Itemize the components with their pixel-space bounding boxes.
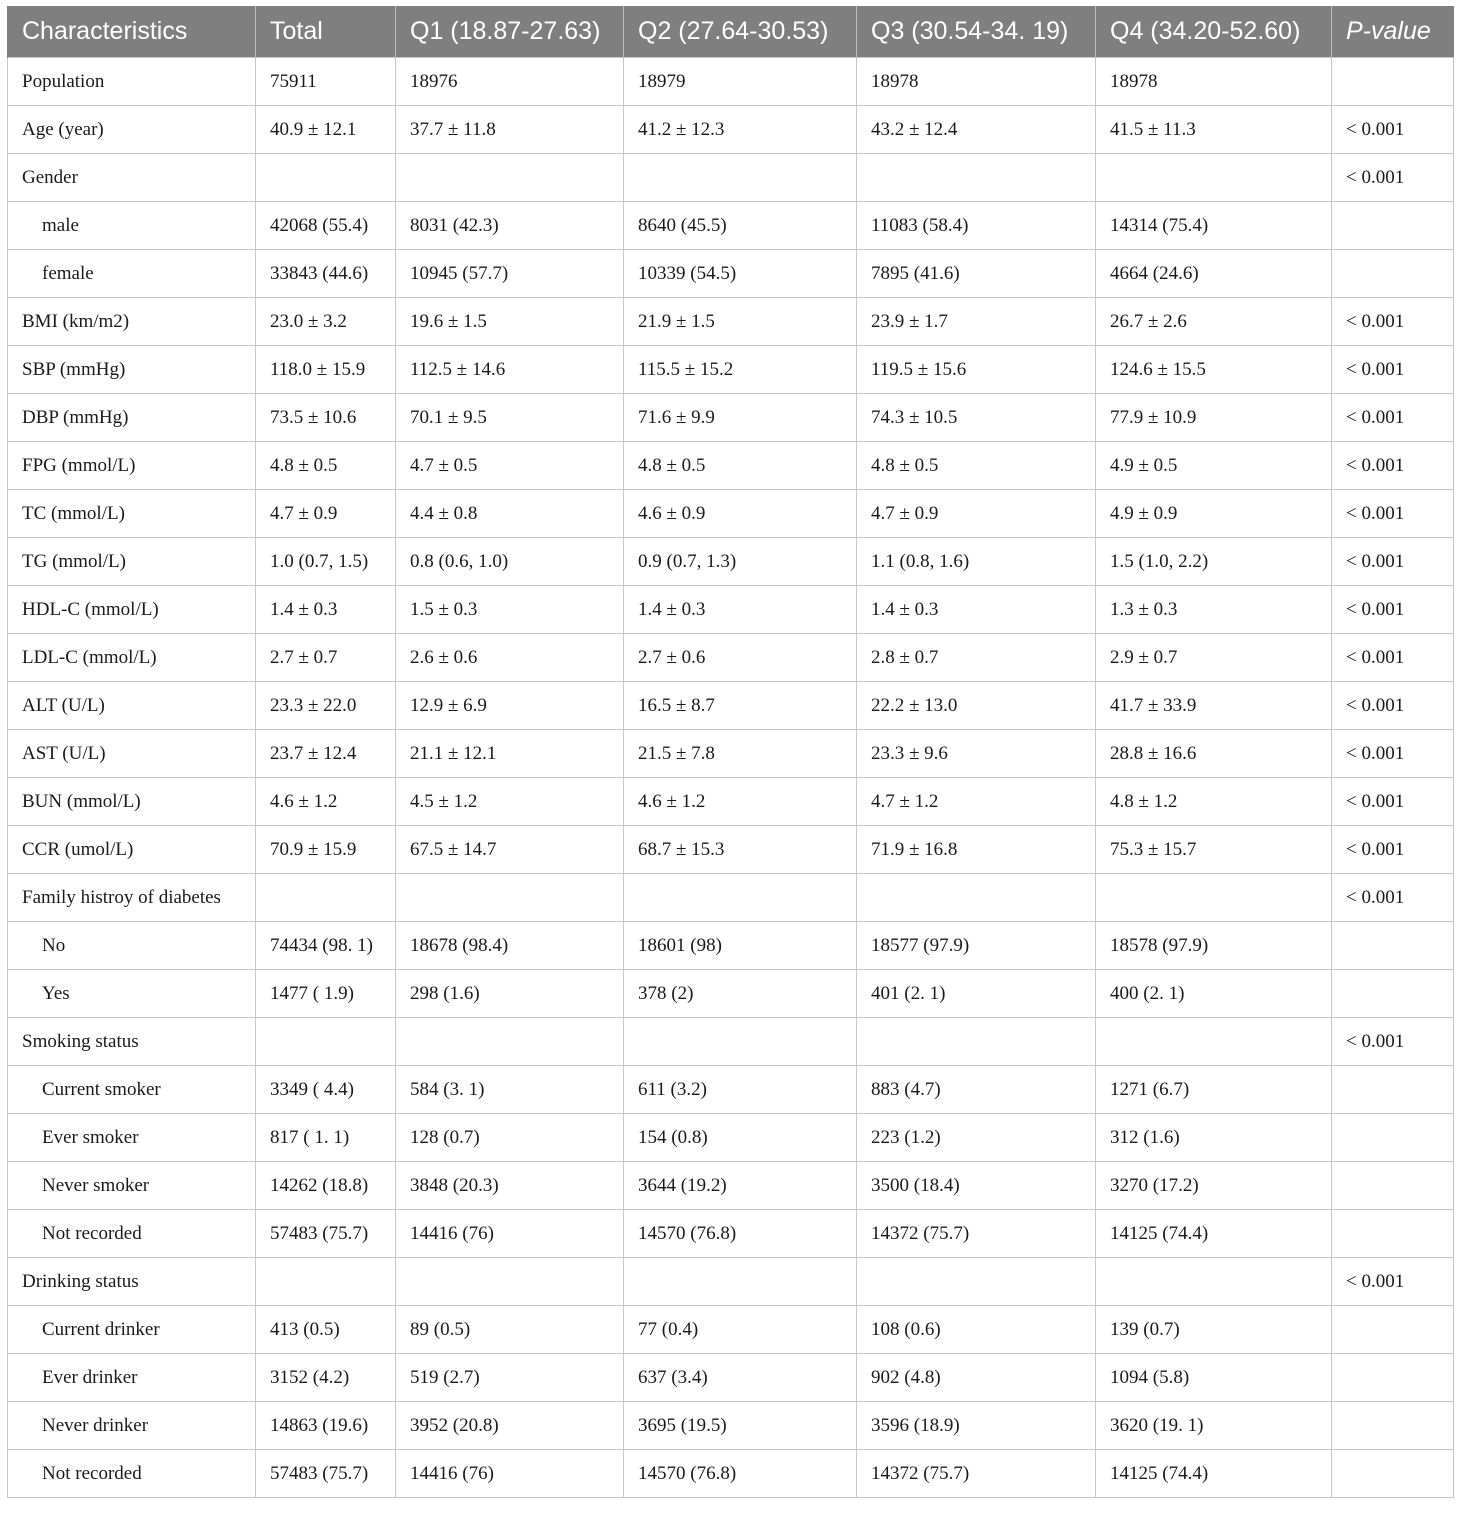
cell-total: 75911 bbox=[256, 58, 396, 106]
cell-q3: 4.7 ± 0.9 bbox=[857, 490, 1096, 538]
cell-q2 bbox=[624, 874, 857, 922]
cell-q4 bbox=[1096, 874, 1332, 922]
cell-q4: 77.9 ± 10.9 bbox=[1096, 394, 1332, 442]
row-label: CCR (umol/L) bbox=[8, 826, 256, 874]
cell-p-value: < 0.001 bbox=[1332, 682, 1454, 730]
cell-q4: 18978 bbox=[1096, 58, 1332, 106]
cell-q4: 124.6 ± 15.5 bbox=[1096, 346, 1332, 394]
cell-total: 1477 ( 1.9) bbox=[256, 970, 396, 1018]
cell-q2: 115.5 ± 15.2 bbox=[624, 346, 857, 394]
table-row bbox=[8, 970, 1454, 1018]
cell-q1: 19.6 ± 1.5 bbox=[396, 298, 624, 346]
cell-q1: 298 (1.6) bbox=[396, 970, 624, 1018]
cell-q3: 4.8 ± 0.5 bbox=[857, 442, 1096, 490]
cell-q3: 223 (1.2) bbox=[857, 1114, 1096, 1162]
table-row bbox=[8, 1306, 1454, 1354]
table-row bbox=[8, 1066, 1454, 1114]
cell-q1 bbox=[396, 1018, 624, 1066]
cell-q4: 26.7 ± 2.6 bbox=[1096, 298, 1332, 346]
cell-q1: 3952 (20.8) bbox=[396, 1402, 624, 1450]
row-label: Yes bbox=[8, 970, 256, 1018]
cell-q3: 1.1 (0.8, 1.6) bbox=[857, 538, 1096, 586]
cell-total: 74434 (98. 1) bbox=[256, 922, 396, 970]
cell-p-value: < 0.001 bbox=[1332, 586, 1454, 634]
cell-total: 42068 (55.4) bbox=[256, 202, 396, 250]
cell-q2: 0.9 (0.7, 1.3) bbox=[624, 538, 857, 586]
cell-q1: 89 (0.5) bbox=[396, 1306, 624, 1354]
cell-total: 14262 (18.8) bbox=[256, 1162, 396, 1210]
cell-q1: 128 (0.7) bbox=[396, 1114, 624, 1162]
cell-p-value bbox=[1332, 1162, 1454, 1210]
row-label: SBP (mmHg) bbox=[8, 346, 256, 394]
cell-p-value: < 0.001 bbox=[1332, 442, 1454, 490]
row-label: female bbox=[8, 250, 256, 298]
cell-q1: 14416 (76) bbox=[396, 1210, 624, 1258]
cell-q1: 584 (3. 1) bbox=[396, 1066, 624, 1114]
cell-p-value: < 0.001 bbox=[1332, 490, 1454, 538]
header-q4: Q4 (34.20-52.60) bbox=[1096, 6, 1332, 58]
cell-q1: 4.4 ± 0.8 bbox=[396, 490, 624, 538]
cell-q2: 378 (2) bbox=[624, 970, 857, 1018]
table-header-row bbox=[8, 6, 1454, 58]
cell-total: 70.9 ± 15.9 bbox=[256, 826, 396, 874]
cell-p-value bbox=[1332, 1450, 1454, 1498]
row-label: Smoking status bbox=[8, 1018, 256, 1066]
cell-p-value: < 0.001 bbox=[1332, 634, 1454, 682]
cell-q3 bbox=[857, 1258, 1096, 1306]
table-row bbox=[8, 682, 1454, 730]
cell-p-value: < 0.001 bbox=[1332, 826, 1454, 874]
cell-q4: 312 (1.6) bbox=[1096, 1114, 1332, 1162]
cell-p-value: < 0.001 bbox=[1332, 298, 1454, 346]
cell-total: 1.4 ± 0.3 bbox=[256, 586, 396, 634]
cell-q4 bbox=[1096, 1258, 1332, 1306]
row-label: DBP (mmHg) bbox=[8, 394, 256, 442]
cell-q1: 2.6 ± 0.6 bbox=[396, 634, 624, 682]
table-row bbox=[8, 778, 1454, 826]
cell-p-value bbox=[1332, 1210, 1454, 1258]
cell-q1 bbox=[396, 874, 624, 922]
cell-q1: 0.8 (0.6, 1.0) bbox=[396, 538, 624, 586]
cell-q2: 4.6 ± 1.2 bbox=[624, 778, 857, 826]
cell-p-value bbox=[1332, 1306, 1454, 1354]
cell-q2: 21.5 ± 7.8 bbox=[624, 730, 857, 778]
row-label: No bbox=[8, 922, 256, 970]
cell-total: 4.6 ± 1.2 bbox=[256, 778, 396, 826]
cell-q3: 23.3 ± 9.6 bbox=[857, 730, 1096, 778]
cell-q2: 21.9 ± 1.5 bbox=[624, 298, 857, 346]
cell-q2: 68.7 ± 15.3 bbox=[624, 826, 857, 874]
cell-p-value: < 0.001 bbox=[1332, 1018, 1454, 1066]
cell-q2: 14570 (76.8) bbox=[624, 1450, 857, 1498]
row-label: Current drinker bbox=[8, 1306, 256, 1354]
cell-q2: 18601 (98) bbox=[624, 922, 857, 970]
cell-p-value bbox=[1332, 250, 1454, 298]
cell-total: 33843 (44.6) bbox=[256, 250, 396, 298]
cell-q4: 2.9 ± 0.7 bbox=[1096, 634, 1332, 682]
cell-q4: 4664 (24.6) bbox=[1096, 250, 1332, 298]
table-row bbox=[8, 730, 1454, 778]
cell-q4: 1271 (6.7) bbox=[1096, 1066, 1332, 1114]
cell-q1: 70.1 ± 9.5 bbox=[396, 394, 624, 442]
cell-q2: 611 (3.2) bbox=[624, 1066, 857, 1114]
cell-q1: 519 (2.7) bbox=[396, 1354, 624, 1402]
cell-q2: 154 (0.8) bbox=[624, 1114, 857, 1162]
row-label: Never smoker bbox=[8, 1162, 256, 1210]
header-p-value: P-value bbox=[1332, 6, 1454, 58]
cell-total: 118.0 ± 15.9 bbox=[256, 346, 396, 394]
table-row bbox=[8, 58, 1454, 106]
cell-q1: 3848 (20.3) bbox=[396, 1162, 624, 1210]
cell-q4: 14314 (75.4) bbox=[1096, 202, 1332, 250]
table-row bbox=[8, 106, 1454, 154]
cell-q2: 2.7 ± 0.6 bbox=[624, 634, 857, 682]
cell-p-value bbox=[1332, 1354, 1454, 1402]
cell-q2 bbox=[624, 154, 857, 202]
cell-q2: 16.5 ± 8.7 bbox=[624, 682, 857, 730]
cell-q4: 1.3 ± 0.3 bbox=[1096, 586, 1332, 634]
cell-q1: 4.5 ± 1.2 bbox=[396, 778, 624, 826]
cell-q4 bbox=[1096, 154, 1332, 202]
row-label: LDL-C (mmol/L) bbox=[8, 634, 256, 682]
table-row bbox=[8, 874, 1454, 922]
table-body bbox=[8, 58, 1454, 1498]
cell-q1: 21.1 ± 12.1 bbox=[396, 730, 624, 778]
table-row bbox=[8, 154, 1454, 202]
header-q2: Q2 (27.64-30.53) bbox=[624, 6, 857, 58]
row-label: Population bbox=[8, 58, 256, 106]
cell-total: 817 ( 1. 1) bbox=[256, 1114, 396, 1162]
cell-q4: 3620 (19. 1) bbox=[1096, 1402, 1332, 1450]
cell-q4: 139 (0.7) bbox=[1096, 1306, 1332, 1354]
cell-q4: 1094 (5.8) bbox=[1096, 1354, 1332, 1402]
cell-q4: 75.3 ± 15.7 bbox=[1096, 826, 1332, 874]
cell-total: 14863 (19.6) bbox=[256, 1402, 396, 1450]
row-label: Not recorded bbox=[8, 1210, 256, 1258]
cell-p-value: < 0.001 bbox=[1332, 778, 1454, 826]
cell-q3: 43.2 ± 12.4 bbox=[857, 106, 1096, 154]
cell-p-value: < 0.001 bbox=[1332, 538, 1454, 586]
cell-q3: 883 (4.7) bbox=[857, 1066, 1096, 1114]
cell-total: 40.9 ± 12.1 bbox=[256, 106, 396, 154]
cell-p-value: < 0.001 bbox=[1332, 394, 1454, 442]
row-label: TC (mmol/L) bbox=[8, 490, 256, 538]
cell-p-value: < 0.001 bbox=[1332, 1258, 1454, 1306]
table-row bbox=[8, 1162, 1454, 1210]
cell-total bbox=[256, 1258, 396, 1306]
cell-total: 3349 ( 4.4) bbox=[256, 1066, 396, 1114]
cell-q3: 3596 (18.9) bbox=[857, 1402, 1096, 1450]
cell-q1: 37.7 ± 11.8 bbox=[396, 106, 624, 154]
cell-q3: 18577 (97.9) bbox=[857, 922, 1096, 970]
cell-total: 4.8 ± 0.5 bbox=[256, 442, 396, 490]
cell-q4: 14125 (74.4) bbox=[1096, 1210, 1332, 1258]
cell-p-value: < 0.001 bbox=[1332, 154, 1454, 202]
cell-q2: 77 (0.4) bbox=[624, 1306, 857, 1354]
cell-q3: 22.2 ± 13.0 bbox=[857, 682, 1096, 730]
row-label: BMI (km/m2) bbox=[8, 298, 256, 346]
cell-q4: 1.5 (1.0, 2.2) bbox=[1096, 538, 1332, 586]
row-label: Family histroy of diabetes bbox=[8, 874, 256, 922]
cell-q1 bbox=[396, 154, 624, 202]
cell-q3: 1.4 ± 0.3 bbox=[857, 586, 1096, 634]
cell-q1 bbox=[396, 1258, 624, 1306]
cell-q4 bbox=[1096, 1018, 1332, 1066]
table-row bbox=[8, 250, 1454, 298]
cell-total: 3152 (4.2) bbox=[256, 1354, 396, 1402]
row-label: Never drinker bbox=[8, 1402, 256, 1450]
cell-total: 4.7 ± 0.9 bbox=[256, 490, 396, 538]
table-row bbox=[8, 394, 1454, 442]
table-row bbox=[8, 1018, 1454, 1066]
cell-q4: 41.7 ± 33.9 bbox=[1096, 682, 1332, 730]
cell-q1: 112.5 ± 14.6 bbox=[396, 346, 624, 394]
cell-q3: 23.9 ± 1.7 bbox=[857, 298, 1096, 346]
cell-q3: 119.5 ± 15.6 bbox=[857, 346, 1096, 394]
row-label: Gender bbox=[8, 154, 256, 202]
cell-q2: 4.6 ± 0.9 bbox=[624, 490, 857, 538]
table-row bbox=[8, 1402, 1454, 1450]
cell-q2: 71.6 ± 9.9 bbox=[624, 394, 857, 442]
cell-q1: 12.9 ± 6.9 bbox=[396, 682, 624, 730]
cell-p-value bbox=[1332, 58, 1454, 106]
header-q1: Q1 (18.87-27.63) bbox=[396, 6, 624, 58]
row-label: Drinking status bbox=[8, 1258, 256, 1306]
cell-total: 23.3 ± 22.0 bbox=[256, 682, 396, 730]
row-label: Ever drinker bbox=[8, 1354, 256, 1402]
cell-q2: 41.2 ± 12.3 bbox=[624, 106, 857, 154]
table-row bbox=[8, 1354, 1454, 1402]
cell-q3: 7895 (41.6) bbox=[857, 250, 1096, 298]
cell-total: 2.7 ± 0.7 bbox=[256, 634, 396, 682]
cell-q2: 3695 (19.5) bbox=[624, 1402, 857, 1450]
table-row bbox=[8, 298, 1454, 346]
table-row bbox=[8, 922, 1454, 970]
cell-p-value: < 0.001 bbox=[1332, 730, 1454, 778]
table-row bbox=[8, 202, 1454, 250]
cell-total: 413 (0.5) bbox=[256, 1306, 396, 1354]
cell-q1: 18976 bbox=[396, 58, 624, 106]
cell-q3: 11083 (58.4) bbox=[857, 202, 1096, 250]
cell-q4: 4.9 ± 0.9 bbox=[1096, 490, 1332, 538]
table-row bbox=[8, 1450, 1454, 1498]
row-label: Age (year) bbox=[8, 106, 256, 154]
cell-q1: 10945 (57.7) bbox=[396, 250, 624, 298]
cell-p-value bbox=[1332, 970, 1454, 1018]
cell-q2: 3644 (19.2) bbox=[624, 1162, 857, 1210]
cell-p-value bbox=[1332, 1114, 1454, 1162]
cell-total: 1.0 (0.7, 1.5) bbox=[256, 538, 396, 586]
characteristics-table bbox=[7, 6, 1454, 1498]
cell-q4: 18578 (97.9) bbox=[1096, 922, 1332, 970]
cell-q3: 401 (2. 1) bbox=[857, 970, 1096, 1018]
row-label: Current smoker bbox=[8, 1066, 256, 1114]
cell-q2: 18979 bbox=[624, 58, 857, 106]
table-row bbox=[8, 1258, 1454, 1306]
row-label: HDL-C (mmol/L) bbox=[8, 586, 256, 634]
cell-total bbox=[256, 874, 396, 922]
row-label: Ever smoker bbox=[8, 1114, 256, 1162]
table-row bbox=[8, 1210, 1454, 1258]
header-total: Total bbox=[256, 6, 396, 58]
cell-total bbox=[256, 154, 396, 202]
row-label: FPG (mmol/L) bbox=[8, 442, 256, 490]
cell-q2 bbox=[624, 1258, 857, 1306]
table-row bbox=[8, 538, 1454, 586]
cell-q3: 3500 (18.4) bbox=[857, 1162, 1096, 1210]
row-label: Not recorded bbox=[8, 1450, 256, 1498]
table-row bbox=[8, 634, 1454, 682]
cell-q1: 18678 (98.4) bbox=[396, 922, 624, 970]
cell-q3: 902 (4.8) bbox=[857, 1354, 1096, 1402]
cell-p-value bbox=[1332, 1066, 1454, 1114]
cell-q3: 71.9 ± 16.8 bbox=[857, 826, 1096, 874]
cell-q4: 28.8 ± 16.6 bbox=[1096, 730, 1332, 778]
cell-q4: 41.5 ± 11.3 bbox=[1096, 106, 1332, 154]
cell-p-value bbox=[1332, 922, 1454, 970]
row-label: BUN (mmol/L) bbox=[8, 778, 256, 826]
cell-q4: 4.8 ± 1.2 bbox=[1096, 778, 1332, 826]
cell-q2: 637 (3.4) bbox=[624, 1354, 857, 1402]
cell-q1: 4.7 ± 0.5 bbox=[396, 442, 624, 490]
cell-q1: 1.5 ± 0.3 bbox=[396, 586, 624, 634]
cell-q3 bbox=[857, 874, 1096, 922]
header-q3: Q3 (30.54-34. 19) bbox=[857, 6, 1096, 58]
cell-total: 23.7 ± 12.4 bbox=[256, 730, 396, 778]
cell-p-value bbox=[1332, 202, 1454, 250]
cell-q2 bbox=[624, 1018, 857, 1066]
cell-q2: 10339 (54.5) bbox=[624, 250, 857, 298]
cell-q4: 400 (2. 1) bbox=[1096, 970, 1332, 1018]
row-label: AST (U/L) bbox=[8, 730, 256, 778]
cell-q1: 8031 (42.3) bbox=[396, 202, 624, 250]
cell-q3: 14372 (75.7) bbox=[857, 1450, 1096, 1498]
cell-p-value bbox=[1332, 1402, 1454, 1450]
cell-q3 bbox=[857, 154, 1096, 202]
cell-q3: 108 (0.6) bbox=[857, 1306, 1096, 1354]
cell-total: 57483 (75.7) bbox=[256, 1450, 396, 1498]
header-characteristics: Characteristics bbox=[8, 6, 256, 58]
cell-total: 73.5 ± 10.6 bbox=[256, 394, 396, 442]
cell-q4: 4.9 ± 0.5 bbox=[1096, 442, 1332, 490]
table-row bbox=[8, 346, 1454, 394]
cell-q2: 8640 (45.5) bbox=[624, 202, 857, 250]
table-row bbox=[8, 826, 1454, 874]
cell-q2: 1.4 ± 0.3 bbox=[624, 586, 857, 634]
cell-q2: 4.8 ± 0.5 bbox=[624, 442, 857, 490]
cell-q3 bbox=[857, 1018, 1096, 1066]
cell-p-value: < 0.001 bbox=[1332, 874, 1454, 922]
table-row bbox=[8, 490, 1454, 538]
cell-q4: 3270 (17.2) bbox=[1096, 1162, 1332, 1210]
cell-q1: 14416 (76) bbox=[396, 1450, 624, 1498]
cell-q1: 67.5 ± 14.7 bbox=[396, 826, 624, 874]
row-label: TG (mmol/L) bbox=[8, 538, 256, 586]
row-label: ALT (U/L) bbox=[8, 682, 256, 730]
cell-q2: 14570 (76.8) bbox=[624, 1210, 857, 1258]
table-row bbox=[8, 586, 1454, 634]
cell-q4: 14125 (74.4) bbox=[1096, 1450, 1332, 1498]
cell-q3: 4.7 ± 1.2 bbox=[857, 778, 1096, 826]
table-row bbox=[8, 1114, 1454, 1162]
cell-p-value: < 0.001 bbox=[1332, 346, 1454, 394]
cell-p-value: < 0.001 bbox=[1332, 106, 1454, 154]
row-label: male bbox=[8, 202, 256, 250]
cell-q3: 18978 bbox=[857, 58, 1096, 106]
cell-q3: 2.8 ± 0.7 bbox=[857, 634, 1096, 682]
cell-total: 57483 (75.7) bbox=[256, 1210, 396, 1258]
cell-q3: 14372 (75.7) bbox=[857, 1210, 1096, 1258]
cell-total bbox=[256, 1018, 396, 1066]
cell-total: 23.0 ± 3.2 bbox=[256, 298, 396, 346]
table-row bbox=[8, 442, 1454, 490]
cell-q3: 74.3 ± 10.5 bbox=[857, 394, 1096, 442]
